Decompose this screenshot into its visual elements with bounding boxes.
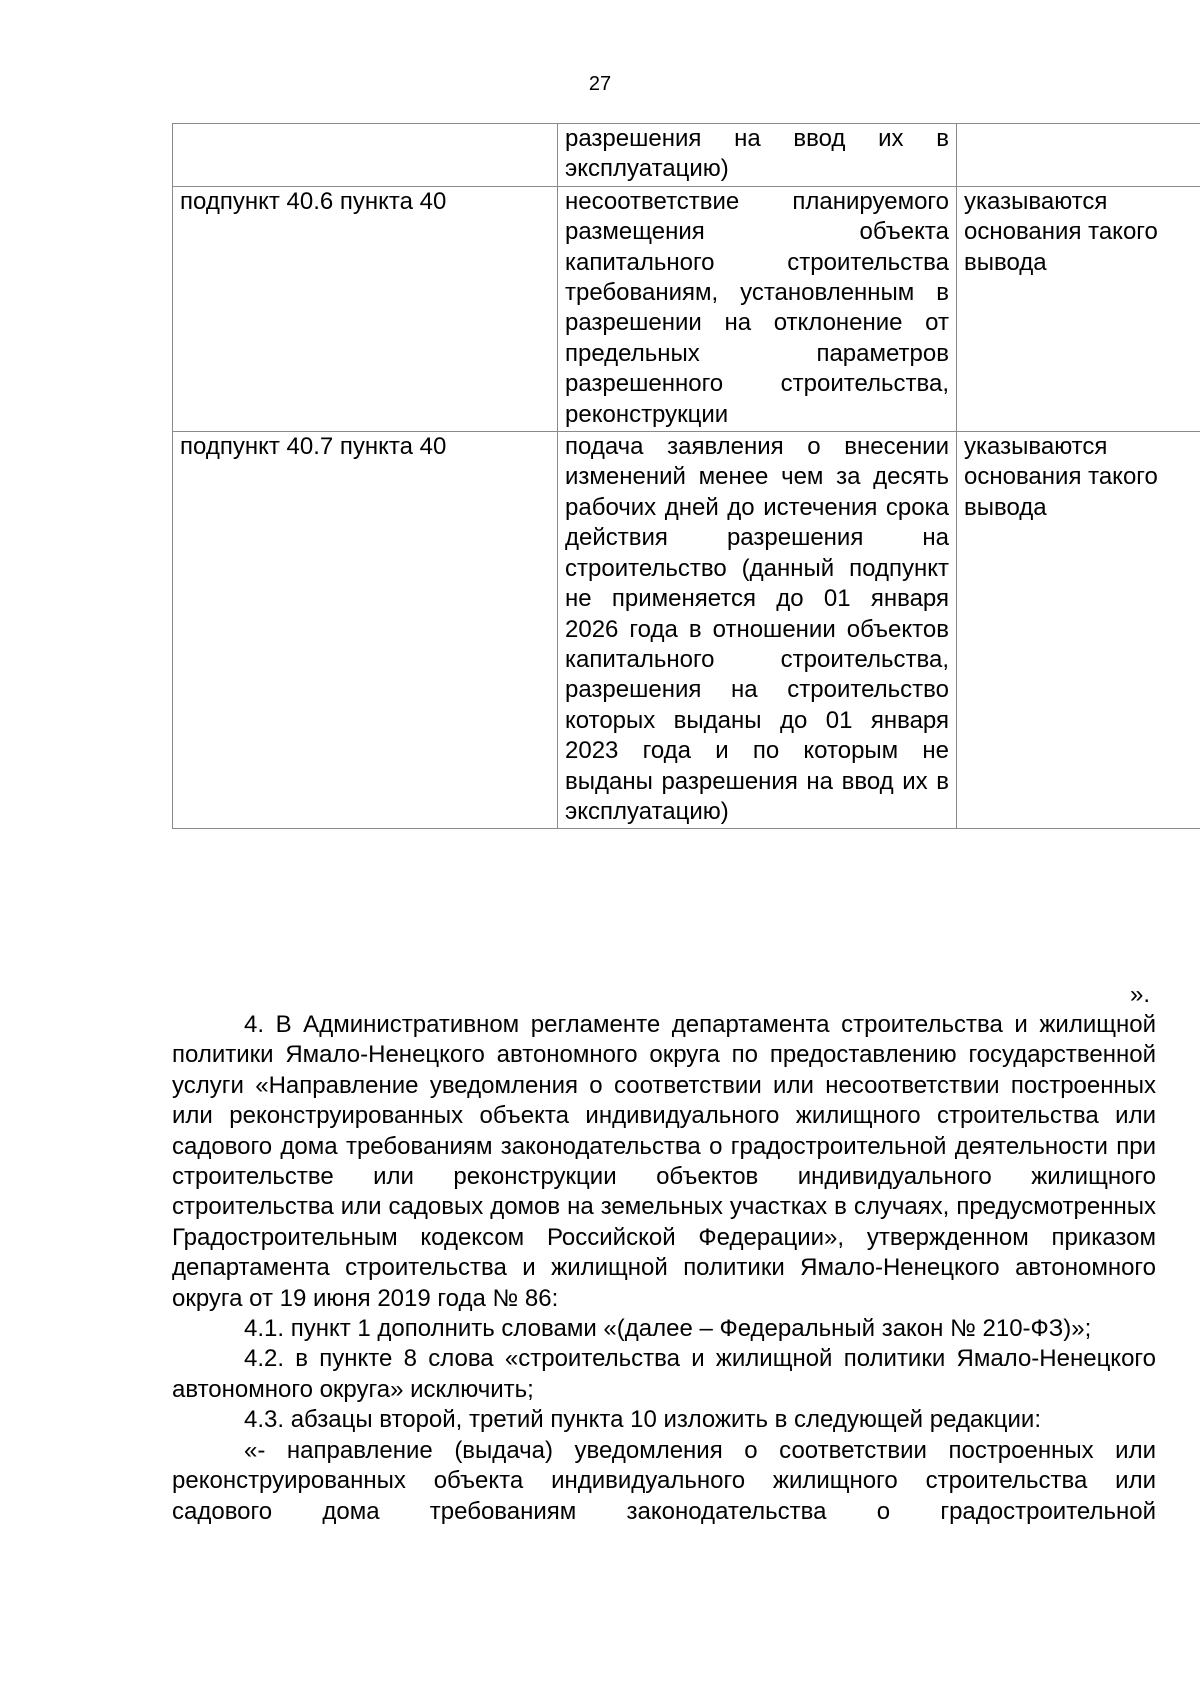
paragraph-item-4-1: 4.1. пункт 1 дополнить словами «(далее – Федеральный закон № 210-ФЗ)»; (244, 1315, 1092, 1343)
table-cell-explanation (957, 186, 1200, 431)
cell-text: указываются основания такого вывода (964, 187, 1158, 276)
table-cell-ground (558, 432, 957, 829)
table-cell-provision (173, 432, 558, 829)
cell-text: подпункт 40.7 пункта 40 (180, 433, 447, 461)
grounds-table (172, 123, 1200, 829)
table-cell-ground (558, 186, 957, 431)
table-row (173, 124, 1200, 187)
table-cell-explanation (957, 124, 1200, 187)
table-row (173, 186, 1200, 431)
cell-text: подпункт 40.6 пункта 40 (180, 187, 447, 215)
page-number: 27 (588, 73, 612, 95)
paragraph-item-4-2: 4.2. в пункте 8 слова «строительства и жилищной политики Ямало-Ненецкого автономного округа» исключить; (172, 1345, 1156, 1403)
cell-text: разрешения на ввод их в эксплуатацию) (565, 125, 949, 183)
table-cell-provision (173, 186, 558, 431)
document-body (172, 1010, 1156, 1527)
table-cell-ground (558, 124, 957, 187)
table-cell-explanation (957, 432, 1200, 829)
cell-text: подача заявления о внесении изменений менее чем за десять рабочих дней до истечения срока действия разрешения на строительство (данный подпункт не применяется до 01 января 2026 года в отношении объектов капитального строительства, разрешения на строительство которых выданы до 01 января 2023 года и по которым не выданы разрешения на ввод их в эксплуатацию) (565, 433, 949, 825)
cell-text: несоответствие планируемого размещения объекта капитального строительства требованиям, установленным в разрешении на отклонение от предельных параметров разрешенного строительства, реконструкции (565, 187, 949, 428)
table-row (173, 432, 1200, 829)
cell-text: указываются основания такого вывода (964, 433, 1158, 521)
closing-quote-mark: ». (1129, 981, 1150, 1008)
paragraph-item-4: 4. В Административном регламенте департамента строительства и жилищной политики Ямало-Ненецкого автономного округа по предоставлению государственной услуги «Направление уведомления о соответствии или несоответствии построенных или реконструированных объекта индивидуального жилищного строительства или садового дома требованиям законодательства о градостроительной деятельности при строительстве или реконструкции объектов индивидуального жилищного строительства или садовых домов на земельных участках в случаях, предусмотренных Градостроительным кодексом Российской Федерации», утвержденном приказом департамента строительства и жилищной политики Ямало-Ненецкого автономного округа от 19 июня 2019 года № 86: (172, 1011, 1156, 1312)
table-cell-provision (173, 124, 558, 187)
paragraph-quoted-text: «- направление (выдача) уведомления о соответствии построенных или реконструированных объекта индивидуального жилищного строительства или садового дома требованиям законодательства о градостроительной (172, 1436, 1156, 1525)
paragraph-item-4-3: 4.3. абзацы второй, третий пункта 10 изложить в следующей редакции: (244, 1406, 1042, 1434)
